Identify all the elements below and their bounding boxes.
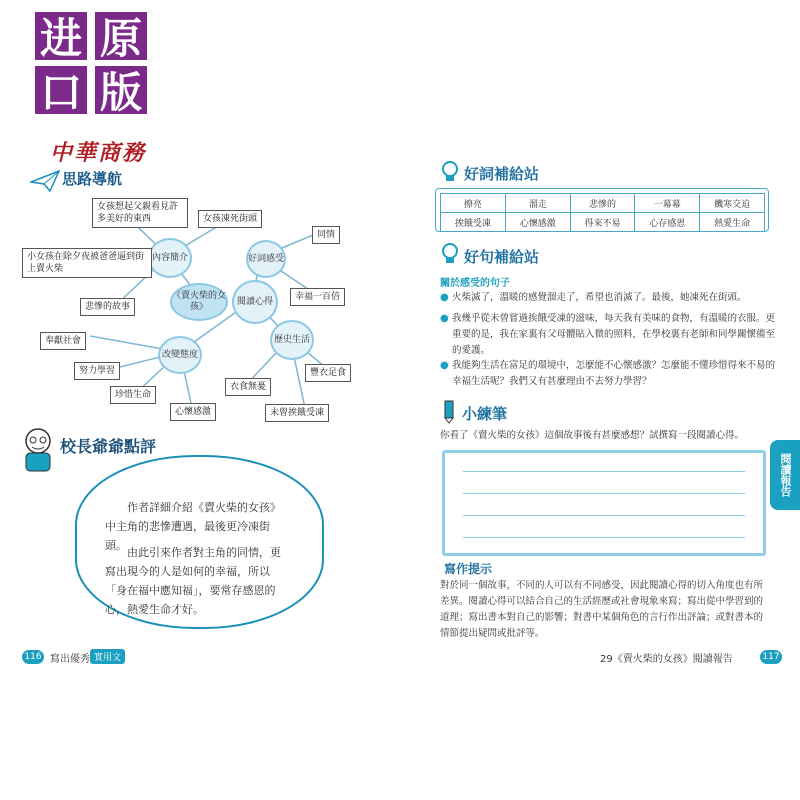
footer-badge: 實用文 bbox=[90, 649, 125, 664]
mind-map-box: 同情 bbox=[312, 226, 340, 244]
mind-map bbox=[0, 180, 400, 430]
vocab-cell: 撩亮 bbox=[441, 194, 506, 213]
mind-map-box: 衣食無憂 bbox=[225, 378, 271, 396]
mind-map-node: 歷史生活 bbox=[270, 320, 314, 360]
mind-map-node: 閱讀心得 bbox=[232, 280, 278, 324]
mind-map-box: 心懷感激 bbox=[170, 403, 216, 421]
mind-map-box: 女孩凍死街頭 bbox=[198, 210, 262, 228]
comment-paragraph: 由此引來作者對主角的同情，更寫出現今的人是如何的幸福，所以「身在福中應知福」，要常存感恩的心，熱愛生命才好。 bbox=[105, 546, 281, 616]
principal-avatar-icon bbox=[18, 425, 58, 477]
logo-char: 进 bbox=[35, 12, 87, 60]
vocab-cell: 熱愛生命 bbox=[700, 213, 765, 232]
page-number: 116 bbox=[22, 650, 44, 664]
pencil-icon bbox=[440, 400, 458, 428]
mind-map-box: 未曾挨餓受凍 bbox=[265, 404, 329, 422]
vocab-cell: 悲慘的 bbox=[570, 194, 635, 213]
sentence-item: 我能夠生活在富足的環境中，怎麼能不心懷感激？怎麼能不懂珍惜得來不易的幸福生活呢？我們又有甚麼理由不去努力學習？ bbox=[452, 360, 776, 387]
sentence-item: 火柴滅了，溫暖的感覺溜走了，希望也消滅了。最後，她凍死在街頭。 bbox=[452, 292, 747, 303]
practice-heading: 小練筆 bbox=[462, 405, 508, 423]
logo bbox=[35, 12, 165, 122]
side-tab: 閱讀報告 bbox=[770, 440, 800, 510]
footer-title: 29《賣火柴的女孩》閱讀報告 bbox=[600, 654, 733, 665]
tip-text: 對於同一個故事，不同的人可以有不同感受，因此閱讀心得的切入角度也有所差異。閱讀心得可以結合自己的生活經歷或社會現象來寫；寫出從中學習到的道理；寫出書本對自己的影響；對書中某個角色的言行作出評論；或對書本的情節提出疑問或批評等。 bbox=[440, 580, 764, 639]
table-row bbox=[441, 194, 765, 213]
vocab-cell: 挨餓受凍 bbox=[441, 213, 506, 232]
writing-line bbox=[463, 537, 745, 538]
practice-prompt: 你看了《賣火柴的女孩》這個故事後有甚麼感想？試撰寫一段閱讀心得。 bbox=[440, 430, 745, 441]
mind-map-box: 小女孩在除夕夜被爸爸逼到街上賣火柴 bbox=[22, 248, 152, 278]
mind-map-node: 好詞感受 bbox=[246, 240, 286, 278]
writing-line bbox=[463, 471, 745, 472]
bullet-icon: ● bbox=[440, 313, 449, 324]
writing-area[interactable] bbox=[442, 450, 766, 556]
mind-map-box: 幸福一百倍 bbox=[290, 288, 345, 306]
mind-map-node: 改變態度 bbox=[158, 336, 202, 374]
logo-char: 版 bbox=[95, 66, 147, 114]
vocab-cell: 饑寒交迫 bbox=[700, 194, 765, 213]
lightbulb-icon bbox=[440, 242, 460, 270]
footer-title: 寫出優秀 bbox=[50, 654, 90, 665]
writing-line bbox=[463, 515, 745, 516]
vocab-table bbox=[440, 193, 765, 232]
vocab-cell: 得來不易 bbox=[570, 213, 635, 232]
vocab-cell: 心懷感激 bbox=[505, 213, 570, 232]
vocab-cell: 一幕幕 bbox=[635, 194, 700, 213]
mind-map-box: 女孩想起父親看見許多美好的東西 bbox=[92, 198, 188, 228]
logo-char: 原 bbox=[95, 12, 147, 60]
principal-heading: 校長爺爺點評 bbox=[60, 437, 157, 456]
publisher-name: 中華商務 bbox=[50, 140, 147, 166]
page-number: 117 bbox=[760, 650, 782, 664]
mind-map-box: 珍惜生命 bbox=[110, 386, 156, 404]
sentence-item: 我幾乎從未曾嘗過挨餓受凍的滋味，每天我有美味的食物，有溫暖的衣服。更重要的是，我在家裏有父母體貼入微的照料，在學校裏有老師和同學關懷備至的愛護。 bbox=[452, 313, 776, 356]
mind-map-box: 奉獻社會 bbox=[40, 332, 86, 350]
mind-map-node: 內容簡介 bbox=[148, 238, 192, 278]
mind-map-box: 悲慘的故事 bbox=[80, 298, 135, 316]
sentence-subheading: 關於感受的句子 bbox=[440, 278, 510, 289]
vocab-cell: 溜走 bbox=[505, 194, 570, 213]
thinking-heading: 思路導航 bbox=[62, 170, 123, 188]
vocab-heading: 好詞補給站 bbox=[464, 165, 540, 183]
mind-map-box: 豐衣足食 bbox=[305, 364, 351, 382]
lightbulb-icon bbox=[440, 160, 460, 188]
tip-heading: 寫作提示 bbox=[444, 562, 493, 576]
bullet-icon: ● bbox=[440, 360, 449, 371]
vocab-cell: 心存感恩 bbox=[635, 213, 700, 232]
mind-map-box: 努力學習 bbox=[74, 362, 120, 380]
logo-char: 口 bbox=[35, 66, 87, 114]
comment-paragraph: 作者詳細介紹《賣火柴的女孩》中主角的悲慘遭遇，最後更冷凍街頭。 bbox=[105, 501, 281, 552]
bullet-icon: ● bbox=[440, 292, 449, 303]
writing-line bbox=[463, 493, 745, 494]
mind-map-center: 《賣火柴的女孩》 bbox=[170, 283, 228, 321]
table-row bbox=[441, 213, 765, 232]
sentence-heading: 好句補給站 bbox=[464, 248, 540, 266]
